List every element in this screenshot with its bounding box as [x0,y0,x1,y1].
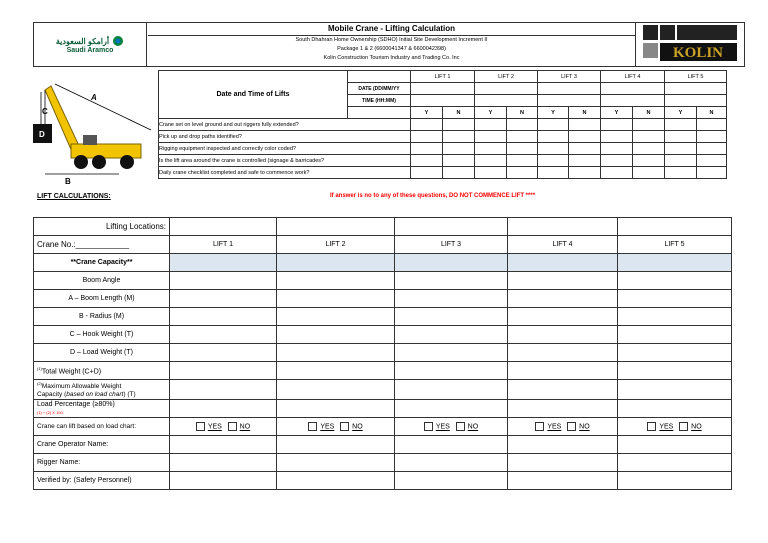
answer-cell[interactable] [475,119,507,131]
value-input[interactable] [170,344,277,362]
value-input[interactable] [277,400,395,418]
no-checkbox[interactable] [567,422,576,431]
value-input[interactable] [508,400,618,418]
no-checkbox[interactable] [456,422,465,431]
date-input[interactable] [411,83,475,95]
yes-checkbox[interactable] [535,422,544,431]
time-label: TIME (HH:MM) [348,95,411,107]
answer-cell[interactable] [569,143,601,155]
yes-label: YES [659,423,674,431]
answer-cell[interactable] [601,155,633,167]
title-block [148,23,636,66]
yes-no-choice [508,418,618,436]
name-input[interactable] [508,454,618,472]
lift-calculation-table [33,217,732,490]
load-percentage-formula: (1) ÷ (2) X 100 [37,409,63,415]
name-input[interactable] [170,436,277,454]
value-input[interactable] [170,272,277,290]
answer-cell[interactable] [411,119,443,131]
checklist-row [159,143,727,155]
no-header: N [633,107,665,119]
value-input[interactable] [618,362,732,380]
answer-cell[interactable] [697,155,727,167]
answer-cell[interactable] [507,155,538,167]
load-percentage-text: Load Percentage (≥80%) [37,400,115,408]
value-input[interactable] [618,400,732,418]
answer-cell[interactable] [601,143,633,155]
no-header: N [569,107,601,119]
answer-cell[interactable] [569,119,601,131]
rigger-label: Rigger Name: [34,454,170,472]
lift-header-2: LIFT 2 [277,236,395,254]
answer-cell[interactable] [697,167,727,179]
value-input[interactable] [170,400,277,418]
time-input[interactable] [475,95,538,107]
aramco-english-text: Saudi Aramco [66,47,114,54]
name-input[interactable] [508,472,618,490]
aramco-arabic-text: أرامكو السعودية [55,36,110,46]
answer-cell[interactable] [538,167,569,179]
yes-no-choice [618,418,732,436]
checklist-row [159,167,727,179]
can-lift-label: Crane can lift based on load chart: [34,418,170,436]
boom-angle-label: Boom Angle [34,272,170,290]
yes-no-choice [277,418,395,436]
no-label: NO [579,423,590,431]
date-input[interactable] [538,83,601,95]
answer-cell[interactable] [475,131,507,143]
max-weight-ref: (2) [37,381,42,386]
value-input[interactable] [508,380,618,400]
name-input[interactable] [277,436,395,454]
yes-label: YES [435,423,450,431]
value-input[interactable] [277,290,395,308]
answer-cell[interactable] [665,131,697,143]
value-input[interactable] [508,362,618,380]
answer-cell[interactable] [633,155,665,167]
value-input[interactable] [618,308,732,326]
answer-cell[interactable] [411,167,443,179]
value-input[interactable] [395,344,508,362]
answer-cell[interactable] [443,155,475,167]
answer-cell[interactable] [507,167,538,179]
checklist-row [159,131,727,143]
value-input[interactable] [618,290,732,308]
answer-cell[interactable] [443,143,475,155]
date-input[interactable] [475,83,538,95]
answer-cell[interactable] [601,131,633,143]
yes-header: Y [538,107,569,119]
lift-header-1: LIFT 1 [170,236,277,254]
yes-header: Y [665,107,697,119]
name-input[interactable] [618,436,732,454]
time-input[interactable] [665,95,727,107]
value-input[interactable] [277,308,395,326]
answer-cell[interactable] [507,119,538,131]
answer-cell[interactable] [443,167,475,179]
answer-cell[interactable] [507,143,538,155]
max-weight-italic: based on load chart [66,391,124,399]
checklist-row [159,155,727,167]
answer-cell[interactable] [538,131,569,143]
name-input[interactable] [277,454,395,472]
value-input[interactable] [395,308,508,326]
answer-cell[interactable] [665,119,697,131]
radius-label: B - Radius (M) [34,308,170,326]
section-title: LIFT CALCULATIONS: [37,193,111,200]
saudi-aramco-logo [34,23,147,66]
answer-cell[interactable] [665,155,697,167]
total-weight-ref: (1) [37,365,42,371]
project-line-1: South Dhahran Home Ownership (SDHO) Initial Site Development Increment II [295,37,488,43]
checklist-question: Daily crane checklist completed and safe to commence work? [159,167,411,179]
value-input[interactable] [508,344,618,362]
time-input[interactable] [538,95,601,107]
crane-diagram [33,72,153,187]
verified-by-label: Verified by: (Safety Personnel) [34,472,170,490]
value-input[interactable] [170,380,277,400]
value-input[interactable] [277,380,395,400]
value-input[interactable] [170,326,277,344]
value-input[interactable] [395,380,508,400]
lift-header-3: LIFT 3 [395,236,508,254]
pre-lift-checklist [158,70,727,179]
no-checkbox[interactable] [679,422,688,431]
location-input[interactable] [508,218,618,236]
page-title: Mobile Crane - Lifting Calculation [148,23,635,36]
capacity-input[interactable] [395,254,508,272]
checklist-question: Is the lift area around the crane is controlled (signage & barricades? [159,155,411,167]
checklist-lift-4: LIFT 4 [601,71,665,83]
yes-no-choice [395,418,508,436]
boom-label-a: A [91,93,97,102]
value-input[interactable] [170,290,277,308]
max-weight-text-b: Capacity ( [37,391,67,399]
answer-cell[interactable] [507,131,538,143]
value-input[interactable] [618,344,732,362]
no-header: N [443,107,475,119]
answer-cell[interactable] [697,119,727,131]
answer-cell[interactable] [411,155,443,167]
checklist-question: Pick up and drop paths identified? [159,131,411,143]
boom-length-label: A – Boom Length (M) [34,290,170,308]
radius-label-b: B [65,177,71,186]
answer-cell[interactable] [475,167,507,179]
yes-no-choice [170,418,277,436]
answer-cell[interactable] [443,131,475,143]
load-label-d: D [39,130,45,139]
name-input[interactable] [170,472,277,490]
no-label: NO [239,423,251,431]
name-input[interactable] [170,454,277,472]
name-input[interactable] [618,454,732,472]
answer-cell[interactable] [665,167,697,179]
value-input[interactable] [277,326,395,344]
answer-cell[interactable] [633,143,665,155]
max-weight-text-c: ) (T) [123,391,136,399]
value-input[interactable] [277,272,395,290]
value-input[interactable] [618,326,732,344]
checklist-lift-2: LIFT 2 [475,71,538,83]
yes-checkbox[interactable] [424,422,433,431]
name-input[interactable] [395,436,508,454]
yes-checkbox[interactable] [308,422,317,431]
name-input[interactable] [395,454,508,472]
location-input[interactable] [277,218,395,236]
value-input[interactable] [508,326,618,344]
checklist-question: Crane set on level ground and out riggers fully extended? [159,119,411,131]
value-input[interactable] [277,344,395,362]
time-input[interactable] [601,95,665,107]
value-input[interactable] [277,362,395,380]
total-weight-label [34,362,170,380]
answer-cell[interactable] [601,119,633,131]
date-input[interactable] [665,83,727,95]
answer-cell[interactable] [411,131,443,143]
yes-header: Y [475,107,507,119]
checklist-heading: Date and Time of Lifts [159,71,348,119]
value-input[interactable] [618,380,732,400]
answer-cell[interactable] [665,143,697,155]
project-line-2: Package 1 & 2 (6600041347 & 6600042398) [337,46,446,52]
answer-cell[interactable] [538,155,569,167]
answer-cell[interactable] [475,143,507,155]
value-input[interactable] [395,290,508,308]
name-input[interactable] [395,472,508,490]
crane-capacity-label: **Crane Capacity** [34,254,170,272]
location-input[interactable] [170,218,277,236]
answer-cell[interactable] [569,167,601,179]
checklist-lift-5: LIFT 5 [665,71,727,83]
answer-cell[interactable] [633,131,665,143]
crane-no-label: Crane No.:____________ [34,236,170,254]
answer-cell[interactable] [411,143,443,155]
time-input[interactable] [411,95,475,107]
answer-cell[interactable] [633,119,665,131]
capacity-input[interactable] [170,254,277,272]
answer-cell[interactable] [538,143,569,155]
value-input[interactable] [395,400,508,418]
no-header: N [507,107,538,119]
yes-label: YES [207,423,222,431]
value-input[interactable] [508,272,618,290]
yes-checkbox[interactable] [196,422,205,431]
kolin-logo [640,23,745,66]
name-input[interactable] [508,436,618,454]
no-label: NO [352,423,363,431]
lifting-locations-label: Lifting Locations: [34,218,170,236]
answer-cell[interactable] [443,119,475,131]
value-input[interactable] [508,290,618,308]
answer-cell[interactable] [538,119,569,131]
answer-cell[interactable] [601,167,633,179]
answer-cell[interactable] [633,167,665,179]
answer-cell[interactable] [569,131,601,143]
answer-cell[interactable] [475,155,507,167]
checklist-lift-3: LIFT 3 [538,71,601,83]
value-input[interactable] [395,362,508,380]
no-header: N [697,107,727,119]
lift-header-4: LIFT 4 [508,236,618,254]
no-label: NO [467,423,479,431]
no-checkbox[interactable] [228,422,237,431]
capacity-input[interactable] [508,254,618,272]
answer-cell[interactable] [697,143,727,155]
value-input[interactable] [508,308,618,326]
yes-header: Y [601,107,633,119]
hook-label-c: C [42,107,48,116]
load-weight-label: D – Load Weight (T) [34,344,170,362]
name-input[interactable] [618,472,732,490]
value-input[interactable] [170,362,277,380]
name-input[interactable] [277,472,395,490]
no-label: NO [691,423,702,431]
date-label: DATE (DD/MM/YY [348,83,411,95]
answer-cell[interactable] [697,131,727,143]
value-input[interactable] [395,326,508,344]
kolin-logo-text: KOLIN [672,45,724,61]
capacity-input[interactable] [277,254,395,272]
date-input[interactable] [601,83,665,95]
value-input[interactable] [395,272,508,290]
location-input[interactable] [618,218,732,236]
yes-header: Y [411,107,443,119]
total-weight-text: Total Weight (C+D) [41,368,102,376]
value-input[interactable] [618,272,732,290]
operator-label: Crane Operator Name: [34,436,170,454]
yes-label: YES [320,423,335,431]
checklist-row [159,119,727,131]
location-input[interactable] [395,218,508,236]
checklist-lift-1: LIFT 1 [411,71,475,83]
no-checkbox[interactable] [340,422,349,431]
warning-text: If answer is no to any of these questions, DO NOT COMMENCE LIFT **** [330,193,536,199]
answer-cell[interactable] [569,155,601,167]
project-line-3: Kolin Construction Tourism Industry and Trading Co. Inc [323,55,460,61]
yes-label: YES [547,423,562,431]
checklist-question: Rigging equipment inspected and correctly color coded? [159,143,411,155]
lift-header-5: LIFT 5 [618,236,732,254]
max-weight-text-a: Maximum Allowable Weight [41,383,122,391]
hook-weight-label: C – Hook Weight (T) [34,326,170,344]
load-percentage-label [34,400,170,418]
value-input[interactable] [170,308,277,326]
max-weight-label [34,380,170,400]
yes-checkbox[interactable] [647,422,656,431]
capacity-input[interactable] [618,254,732,272]
aramco-star-icon [112,35,124,47]
